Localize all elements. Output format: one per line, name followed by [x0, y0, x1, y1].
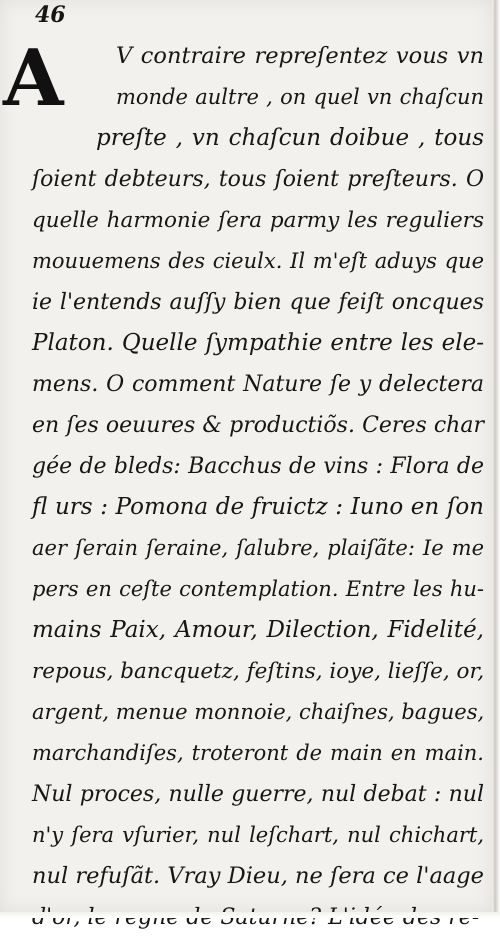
text-line: argent, menue monnoie, chaiſnes, bagues, [32, 700, 485, 724]
text-line: gée de bleds: Bacchus de vins : Flora de [32, 454, 484, 479]
text-line: Nul proces, nulle guerre, nul debat : nul [32, 782, 484, 807]
text-line: n'y ſera vſurier, nul leſchart, nul chichart, [32, 823, 484, 847]
text-line: Platon. Quelle ſympathie entre les ele- [32, 330, 484, 356]
text-line: quelle harmonie ſera parmy les reguliers [32, 208, 484, 233]
text-line: mouuemens des cieulx. Il m'eſt aduys que [32, 249, 484, 273]
text-line: pers en ceſte contemplation. Entre les hu- [32, 577, 484, 601]
text-line: preſte , vn chaſcun doibue , tous [96, 125, 484, 151]
text-line: repous, bancquetz, feſtins, ioye, lieſſe, or, [32, 659, 485, 684]
text-line: aer ſerain ſeraine, ſalubre, plaiſãte: Ie me [32, 536, 484, 560]
text-line: marchandiſes, troteront de main en main. [32, 741, 484, 765]
text-line: en ſes oeuures & productiõs. Ceres char [32, 413, 484, 438]
text-line: ſoient debteurs, tous ſoient preſteurs. O [32, 167, 484, 192]
body-text [32, 36, 484, 938]
page-edge-shadow [492, 0, 500, 918]
page-bottom-edge [0, 912, 500, 918]
text-line: nul refuſãt. Vray Dieu, ne ſera ce l'aage [32, 863, 484, 889]
page-number: 46 [35, 2, 66, 28]
text-line: V contraire repreſentez vous vn [116, 43, 484, 69]
text-line: mens. O comment Nature ſe y delectera [32, 372, 484, 397]
text-line: monde aultre , on quel vn chaſcun [116, 85, 484, 109]
drop-cap-initial: A [3, 33, 64, 124]
text-line: ie l'entends auſſy bien que feiſt oncques [32, 290, 484, 315]
text-line: fl urs : Pomona de fruictz : Iuno en ſon [32, 494, 484, 520]
text-line: mains Paix, Amour, Dilection, Fidelité, [32, 617, 484, 643]
